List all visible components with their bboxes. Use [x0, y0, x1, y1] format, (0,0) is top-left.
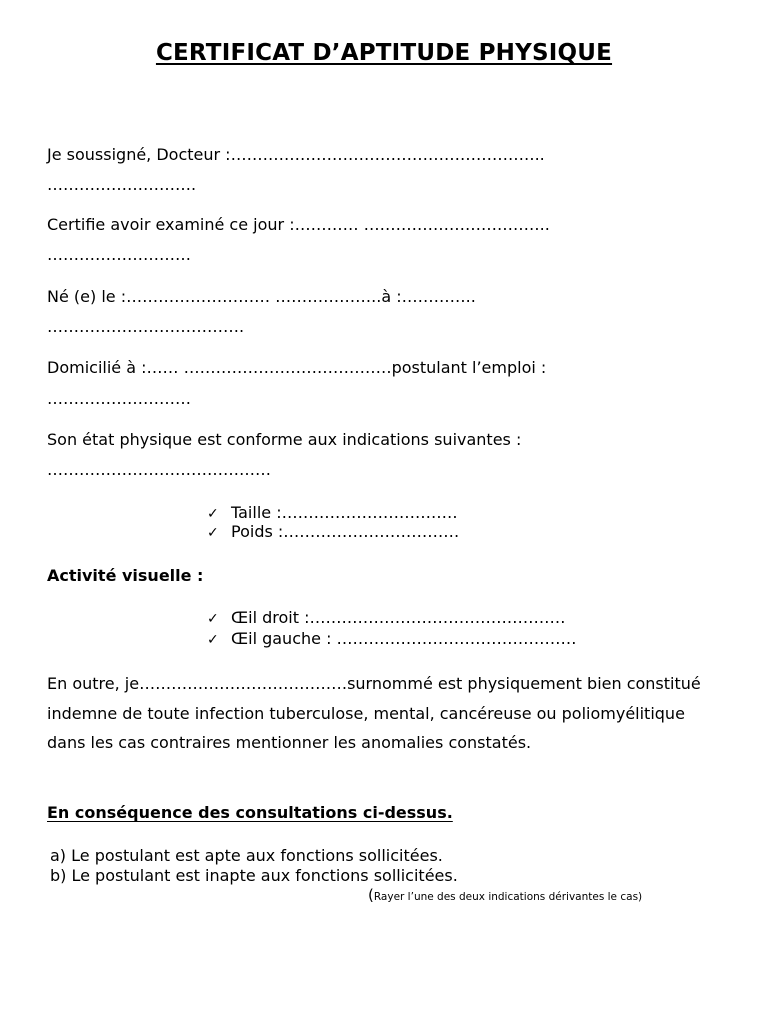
poids-label: Poids :…………………………… — [231, 522, 460, 541]
vision-heading: Activité visuelle : — [47, 566, 204, 585]
birth-line: Né (e) le :……………………… ………………..à :………….. — [47, 287, 476, 306]
check-icon: ✓ — [207, 611, 219, 627]
footnote — [368, 886, 642, 904]
check-icon: ✓ — [207, 632, 219, 648]
option-inapte: b) Le postulant est inapte aux fonctions sollicitées. — [50, 866, 458, 885]
list-item-taille — [207, 503, 458, 522]
etat-line: Son état physique est conforme aux indications suivantes : — [47, 430, 522, 449]
domicile-line: Domicilié à :…… …………………………………postulant l’emploi : — [47, 358, 547, 377]
docteur-line: Je soussigné, Docteur :………………………………………………….. — [47, 145, 545, 164]
page-title: CERTIFICAT D’APTITUDE PHYSIQUE — [155, 40, 613, 66]
oeil-droit-label: Œil droit :………………………………………… — [231, 608, 566, 627]
domicile-line-continued: ……………………… — [47, 389, 191, 408]
oeil-gauche-label: Œil gauche : ……………………………………… — [231, 629, 577, 648]
consequence-heading: En conséquence des consultations ci-dessus. — [47, 803, 453, 822]
taille-label: Taille :…………………………… — [231, 503, 458, 522]
check-icon: ✓ — [207, 506, 219, 522]
examine-line: Certifie avoir examiné ce jour :………… …………………………….. — [47, 215, 550, 234]
birth-line-continued: ………………………………. — [47, 317, 245, 336]
docteur-line-continued: ………………………. — [47, 175, 197, 194]
list-item-oeil-droit — [207, 608, 565, 627]
body-paragraph: En outre, je…………………………………surnommé est physiquement bien constitué indemne de toute infection tuberculose, mental, cancéreuse ou poliomyélitique dans les cas contraires mentionner les anomalies constatés. — [47, 674, 701, 752]
examine-line-continued: ……………………… — [47, 245, 191, 264]
list-item-poids — [207, 522, 459, 541]
list-item-oeil-gauche — [207, 629, 577, 648]
footnote-text: Rayer l’une des deux indications dérivantes le cas) — [373, 891, 643, 903]
option-apte: a) Le postulant est apte aux fonctions sollicitées. — [50, 846, 443, 865]
etat-line-continued: …………………………………… — [47, 460, 271, 479]
check-icon: ✓ — [207, 525, 219, 541]
footnote-paren: ( — [368, 886, 374, 904]
